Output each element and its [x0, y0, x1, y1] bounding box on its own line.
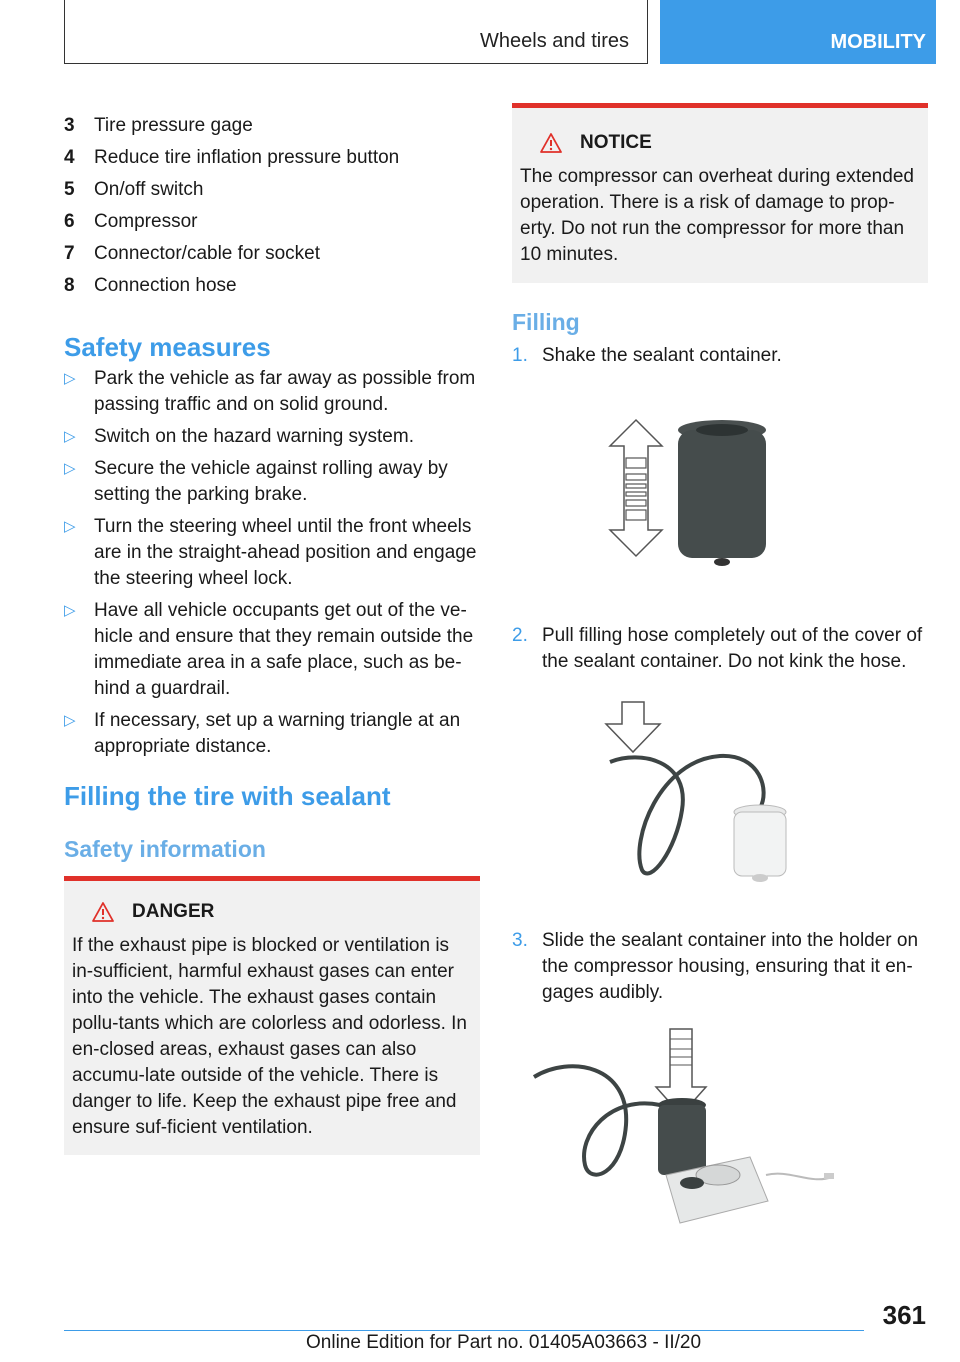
- safety-item-text: Have all vehicle occupants get out of the ve-hicle and ensure that they remain outside the immediate area in a safe place, such as be-hind a guardrail.: [94, 600, 474, 699]
- danger-box: [64, 876, 480, 1155]
- warning-triangle-icon: [92, 902, 114, 922]
- safety-item-text: Secure the vehicle against rolling away by setting the parking brake.: [94, 458, 448, 505]
- legend-text: Reduce tire inflation pressure button: [94, 147, 400, 168]
- legend-number: 6: [64, 211, 75, 232]
- step-3: [512, 928, 932, 1006]
- legend-text: On/off switch: [94, 179, 204, 200]
- legend-text: Compressor: [94, 211, 198, 232]
- safety-item: [64, 456, 482, 508]
- notice-text: The compressor can overheat during extended operation. There is a risk of damage to prop-erty. Do not run the compressor for more than 10 minutes.: [520, 166, 914, 265]
- notice-title-row: [512, 132, 928, 154]
- filling-hose-illustration: [600, 700, 800, 890]
- step-2: [512, 623, 932, 675]
- section-title: Wheels and tires: [480, 30, 629, 52]
- legend-item: [64, 206, 484, 238]
- chapter-tab[interactable]: [660, 0, 936, 64]
- step-text: Slide the sealant container into the holder on the compressor housing, ensuring that it en-gages audibly.: [542, 930, 919, 1003]
- safety-list: [64, 366, 482, 766]
- safety-item-text: Switch on the hazard warning system.: [94, 426, 414, 447]
- legend-number: 3: [64, 115, 75, 136]
- step-number: 3.: [512, 930, 528, 951]
- step-number: 1.: [512, 345, 528, 366]
- legend-item: [64, 142, 484, 174]
- triangle-bullet-icon: ▷: [64, 712, 76, 729]
- step-1: [512, 343, 932, 369]
- filling-tire-heading: Filling the tire with sealant: [64, 781, 391, 811]
- legend-item: [64, 110, 484, 142]
- triangle-bullet-icon: ▷: [64, 602, 76, 619]
- safety-item-text: If necessary, set up a warning triangle at an appropriate distance.: [94, 710, 461, 757]
- running-header: [64, 0, 648, 64]
- notice-title: NOTICE: [580, 132, 652, 153]
- legend-item: [64, 174, 484, 206]
- triangle-bullet-icon: ▷: [64, 518, 76, 535]
- notice-box: [512, 103, 928, 283]
- shake-container-illustration: [600, 418, 780, 576]
- filling-step: [512, 928, 932, 1006]
- chapter-tab-label: MOBILITY: [830, 31, 926, 53]
- triangle-bullet-icon: ▷: [64, 428, 76, 445]
- filling-heading: Filling: [512, 309, 580, 335]
- insert-container-illustration: [530, 1025, 840, 1235]
- danger-title-row: [64, 901, 480, 923]
- safety-item: [64, 514, 482, 592]
- step-text: Shake the sealant container.: [542, 345, 782, 366]
- legend-text: Connection hose: [94, 275, 237, 296]
- step-text: Pull filling hose completely out of the cover of the sealant container. Do not kink the hose.: [542, 625, 923, 672]
- footer-edition: Online Edition for Part no. 01405A03663 - II/20: [306, 1332, 702, 1353]
- legend-number: 4: [64, 147, 75, 168]
- danger-title: DANGER: [132, 901, 215, 922]
- legend-item: [64, 238, 484, 270]
- legend-text: Tire pressure gage: [94, 115, 253, 136]
- safety-information-heading: Safety information: [64, 836, 266, 862]
- page-number: 361: [882, 1300, 926, 1330]
- legend-number: 5: [64, 179, 75, 200]
- safety-item: [64, 708, 482, 760]
- safety-item: [64, 598, 482, 702]
- legend-item: [64, 270, 484, 302]
- legend-number: 7: [64, 243, 75, 264]
- legend-number: 8: [64, 275, 75, 296]
- triangle-bullet-icon: ▷: [64, 460, 76, 477]
- warning-triangle-icon: [540, 133, 562, 153]
- safety-item-text: Turn the steering wheel until the front wheels are in the straight-ahead position and engage the steering wheel lock.: [94, 516, 477, 589]
- safety-item: [64, 366, 482, 418]
- filling-step: [512, 623, 932, 675]
- safety-item: [64, 424, 482, 450]
- footer-divider: [64, 1330, 864, 1331]
- legend-text: Connector/cable for socket: [94, 243, 321, 264]
- legend-list: [64, 110, 484, 302]
- triangle-bullet-icon: ▷: [64, 370, 76, 387]
- safety-heading: Safety measures: [64, 332, 271, 362]
- filling-step: [512, 343, 932, 369]
- danger-text: If the exhaust pipe is blocked or ventilation is in-sufficient, harmful exhaust gases can enter into the vehicle. The exhaust gases contain pollu-tants which are colorless and odorless. In en-closed areas, exhaust gases can also accumu-late outside of the vehicle. There is danger to life. Keep the exhaust pipe free and ensure suf-ficient ventilation.: [72, 935, 467, 1138]
- step-number: 2.: [512, 625, 528, 646]
- safety-item-text: Park the vehicle as far away as possible from passing traffic and on solid ground.: [94, 368, 476, 415]
